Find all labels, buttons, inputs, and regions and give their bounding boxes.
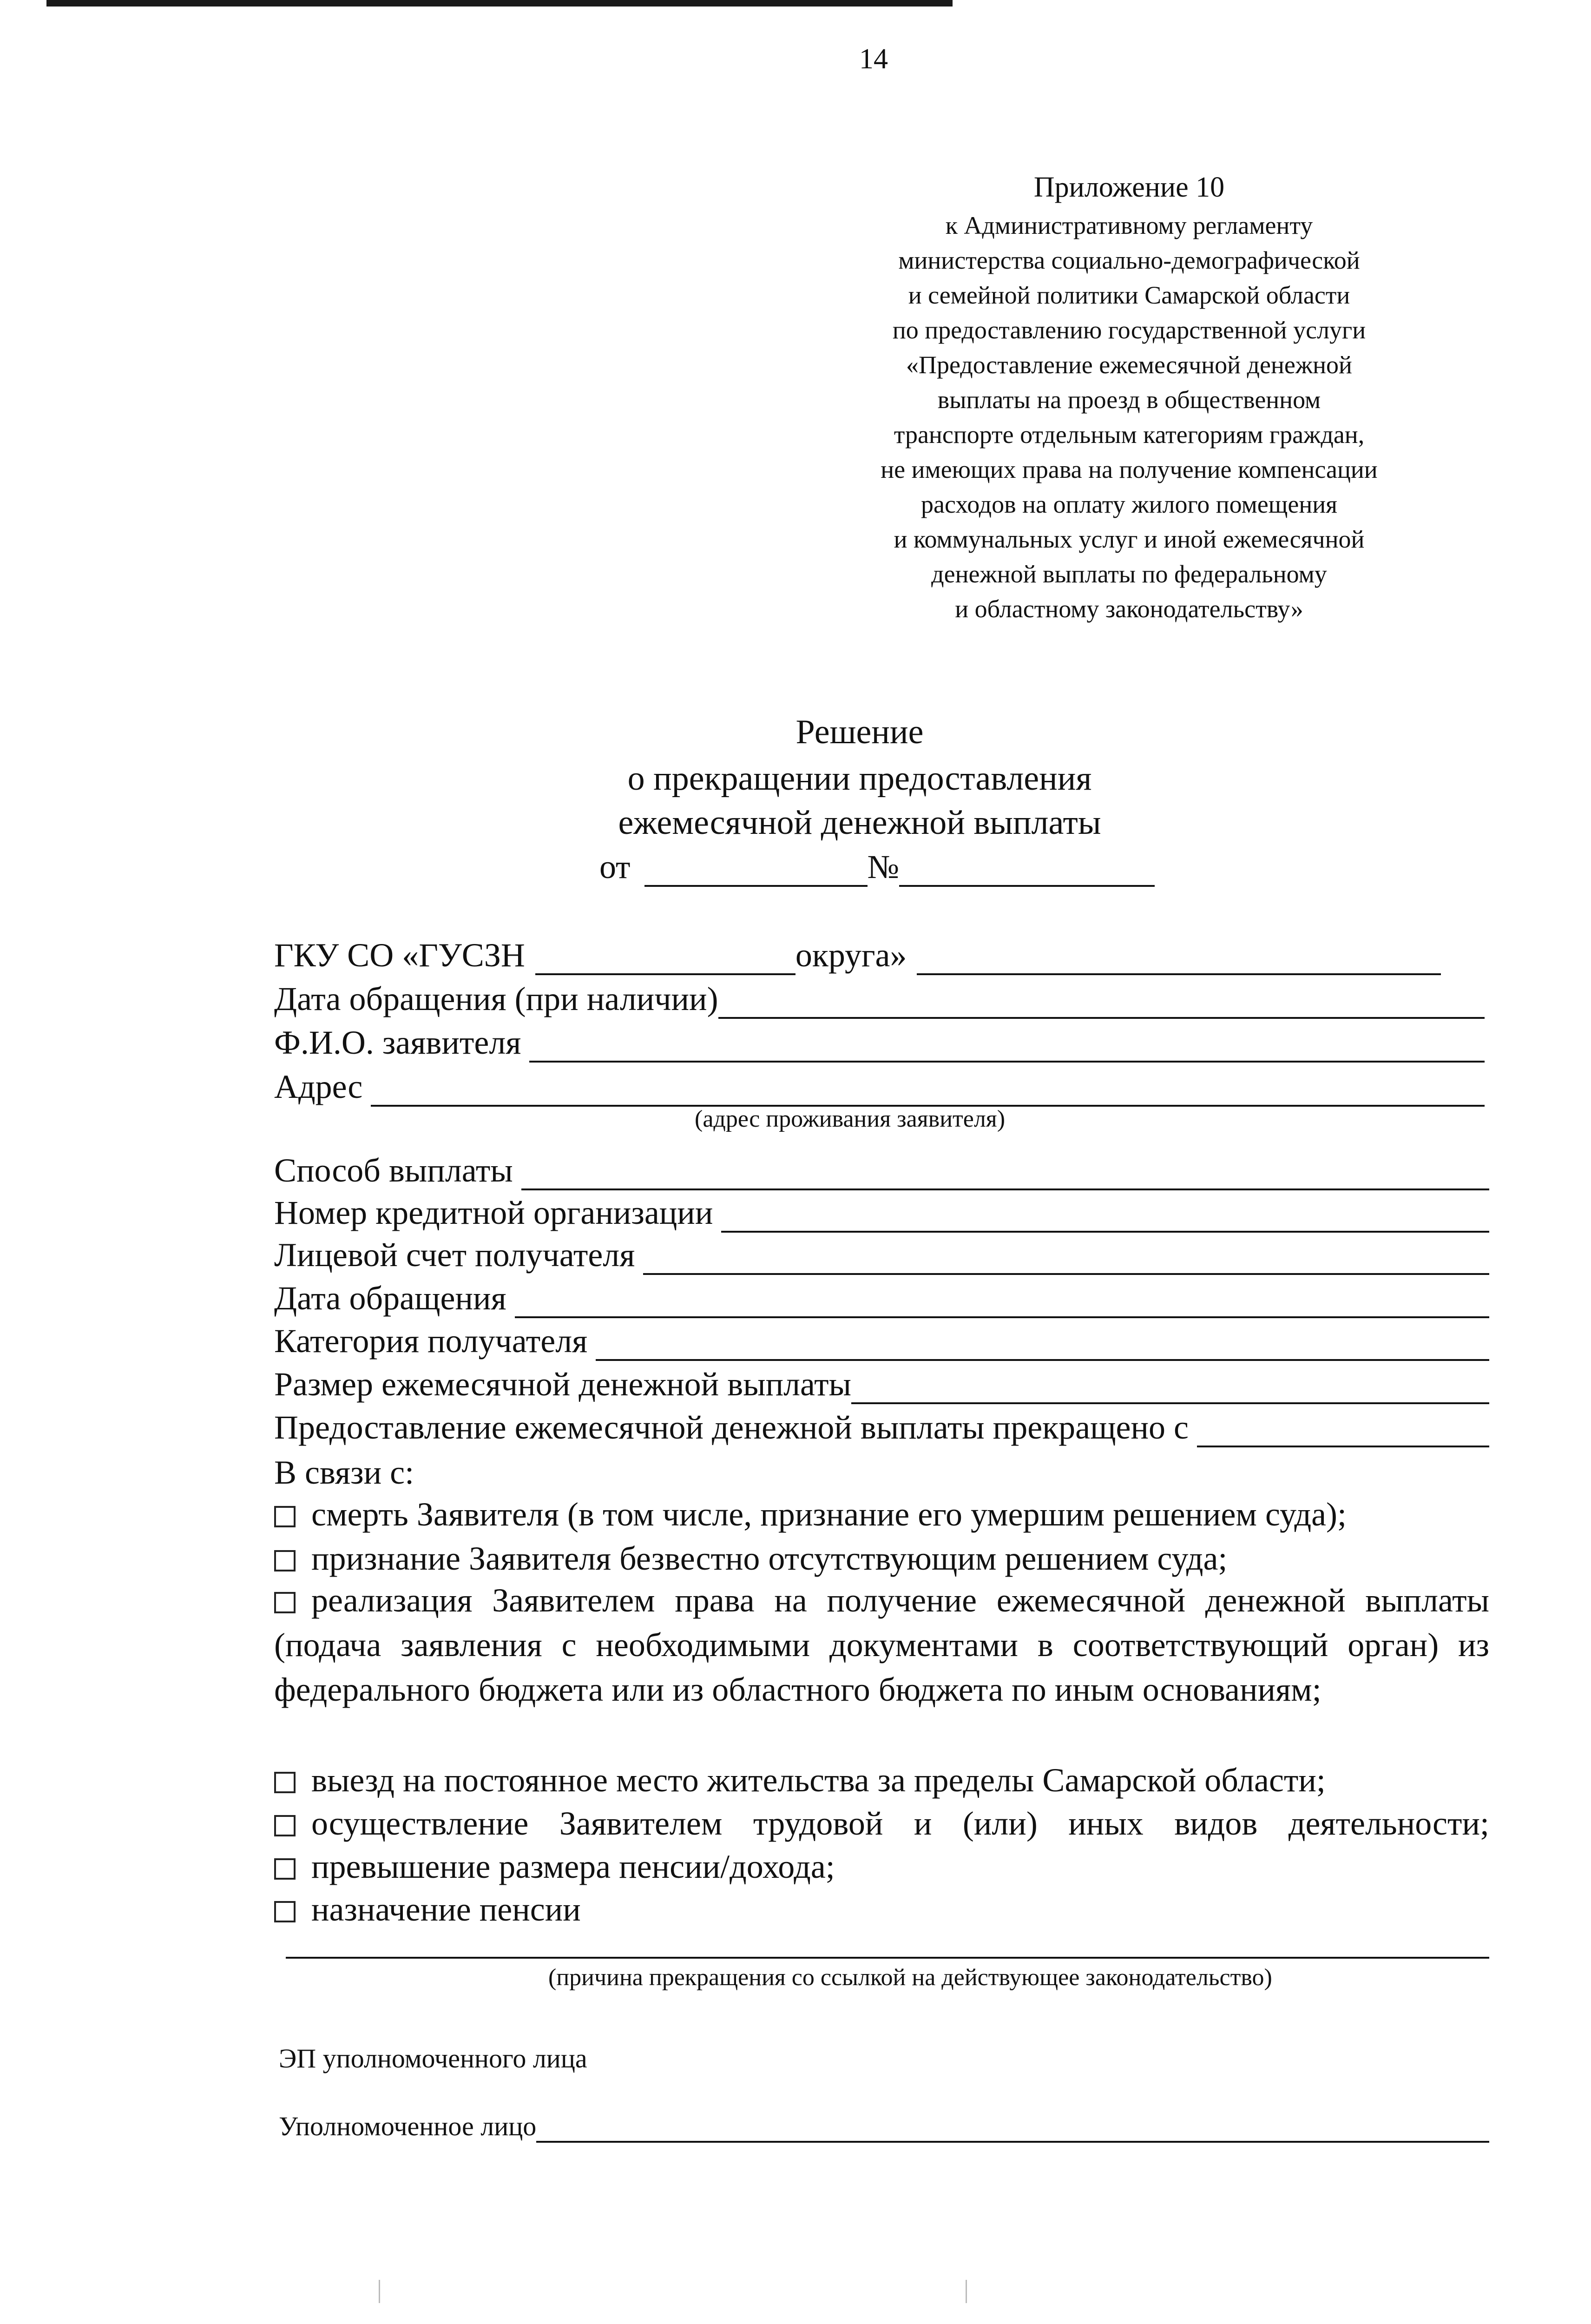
document-title: Решение xyxy=(796,713,924,751)
recipient-category-field xyxy=(274,1321,1489,1361)
request-date-label: Дата обращения xyxy=(274,1280,506,1317)
appendix-line: «Предоставление ежемесячной денежной xyxy=(906,351,1352,379)
checkbox[interactable] xyxy=(274,1858,296,1880)
credit-org-label: Номер кредитной организации xyxy=(274,1194,713,1231)
request-date-optional-blank[interactable] xyxy=(718,986,1485,1019)
scan-mark xyxy=(966,2280,967,2303)
address-field xyxy=(274,1067,1485,1107)
payment-amount-label: Размер ежемесячной денежной выплаты xyxy=(274,1366,851,1403)
authorized-person-blank[interactable] xyxy=(536,2116,1489,2143)
reason-label: смерть Заявителя (в том числе, признание его умершим решением суда); xyxy=(311,1496,1347,1533)
recipient-account-blank[interactable] xyxy=(643,1242,1489,1275)
document-subtitle: ежемесячной денежной выплаты xyxy=(618,804,1101,842)
appendix-line: и семейной политики Самарской области xyxy=(908,281,1350,309)
appendix-line: денежной выплаты по федеральному xyxy=(931,560,1327,588)
reason-item-employment xyxy=(274,1801,1489,1846)
reason-text-blank[interactable] xyxy=(286,1957,1489,1959)
terminated-from-blank[interactable] xyxy=(1197,1415,1489,1447)
appendix-line: транспорте отдельным категориям граждан, xyxy=(894,421,1365,449)
appendix-line: Приложение 10 xyxy=(1033,172,1225,203)
checkbox[interactable] xyxy=(274,1550,296,1571)
applicant-name-field xyxy=(274,1023,1485,1063)
decision-number-blank[interactable] xyxy=(899,854,1155,887)
appendix-line: не имеющих права на получение компенсации xyxy=(881,456,1378,483)
address-caption: (адрес проживания заявителя) xyxy=(695,1106,1006,1132)
payment-method-blank[interactable] xyxy=(521,1158,1489,1190)
reason-label: осуществление Заявителем трудовой и (или) иных видов деятельности; xyxy=(311,1805,1489,1842)
appendix-header xyxy=(799,166,1459,627)
authorized-person-label: Уполномоченное лицо xyxy=(279,2111,537,2141)
from-label: от xyxy=(599,848,631,885)
checkbox[interactable] xyxy=(274,1901,296,1922)
applicant-name-label: Ф.И.О. заявителя xyxy=(274,1024,521,1061)
terminated-from-label: Предоставление ежемесячной денежной выплаты прекращено с xyxy=(274,1409,1189,1446)
number-label: № xyxy=(867,848,900,885)
reason-label: выезд на постоянное место жительства за пределы Самарской области; xyxy=(311,1762,1326,1799)
reason-item-death xyxy=(274,1492,1347,1537)
payment-method-field xyxy=(274,1150,1489,1190)
request-date-field xyxy=(274,1278,1489,1318)
applicant-name-blank[interactable] xyxy=(529,1030,1485,1063)
reason-label: назначение пенсии xyxy=(311,1891,581,1928)
payment-method-label: Способ выплаты xyxy=(274,1152,513,1189)
appendix-line: к Административному регламенту xyxy=(945,211,1313,239)
reason-item-pension-assignment xyxy=(274,1887,581,1932)
page-number: 14 xyxy=(859,43,888,75)
appendix-line: министерства социально-демографической xyxy=(898,246,1360,274)
appendix-line: по предоставлению государственной услуги xyxy=(892,316,1366,344)
reason-item-missing xyxy=(274,1536,1227,1581)
decision-date-blank[interactable] xyxy=(644,854,868,887)
request-date-blank[interactable] xyxy=(515,1286,1489,1318)
authorized-person-field xyxy=(279,2110,1489,2143)
request-date-optional-label: Дата обращения (при наличии) xyxy=(274,980,718,1017)
appendix-line: выплаты на проезд в общественном xyxy=(937,386,1321,414)
payment-amount-field xyxy=(274,1364,1489,1404)
recipient-category-label: Категория получателя xyxy=(274,1322,588,1360)
decision-date-number-line xyxy=(599,847,1155,887)
recipient-account-label: Лицевой счет получателя xyxy=(274,1236,635,1274)
agency-field xyxy=(274,935,1441,975)
appendix-line: расходов на оплату жилого помещения xyxy=(921,490,1337,518)
checkbox[interactable] xyxy=(274,1506,296,1527)
checkbox[interactable] xyxy=(274,1592,296,1613)
address-label: Адрес xyxy=(274,1068,363,1105)
checkbox[interactable] xyxy=(274,1772,296,1793)
scan-top-edge xyxy=(46,0,953,7)
agency-prefix-label: ГКУ СО «ГУСЗН xyxy=(274,937,525,974)
reason-caption: (причина прекращения со ссылкой на действующее законодательство) xyxy=(548,1964,1272,1991)
reason-label: реализация Заявителем права на получение ежемесячной денежной выплаты (подача заявления с необходимыми документами в соответствующий орган) из федерального бюджета или из областного бюджета по иным основаниям; xyxy=(274,1582,1489,1708)
credit-org-blank[interactable] xyxy=(721,1200,1489,1233)
appendix-line: и коммунальных услуг и иной ежемесячной xyxy=(894,525,1365,553)
reason-item-relocation xyxy=(274,1758,1326,1802)
recipient-category-blank[interactable] xyxy=(596,1328,1489,1361)
request-date-optional-field xyxy=(274,979,1485,1019)
terminated-from-field xyxy=(274,1407,1489,1447)
payment-amount-blank[interactable] xyxy=(851,1372,1489,1404)
agency-suffix-label: округа» xyxy=(795,937,907,974)
checkbox[interactable] xyxy=(274,1815,296,1836)
address-blank[interactable] xyxy=(371,1074,1485,1107)
reason-label: признание Заявителя безвестно отсутствующим решением суда; xyxy=(311,1540,1228,1577)
scan-mark xyxy=(379,2280,380,2303)
agency-blank[interactable] xyxy=(917,943,1441,975)
reason-item-pension-excess xyxy=(274,1844,835,1889)
reason-item-other-right xyxy=(274,1578,1489,1712)
district-blank[interactable] xyxy=(535,943,796,975)
credit-org-field xyxy=(274,1193,1489,1233)
reason-label: превышение размера пенсии/дохода; xyxy=(311,1848,835,1885)
reasons-intro: В связи с: xyxy=(274,1454,414,1491)
appendix-line: и областному законодательству» xyxy=(955,595,1303,623)
document-subtitle: о прекращении предоставления xyxy=(627,759,1092,798)
recipient-account-field xyxy=(274,1235,1489,1275)
ep-label: ЭП уполномоченного лица xyxy=(279,2043,587,2073)
